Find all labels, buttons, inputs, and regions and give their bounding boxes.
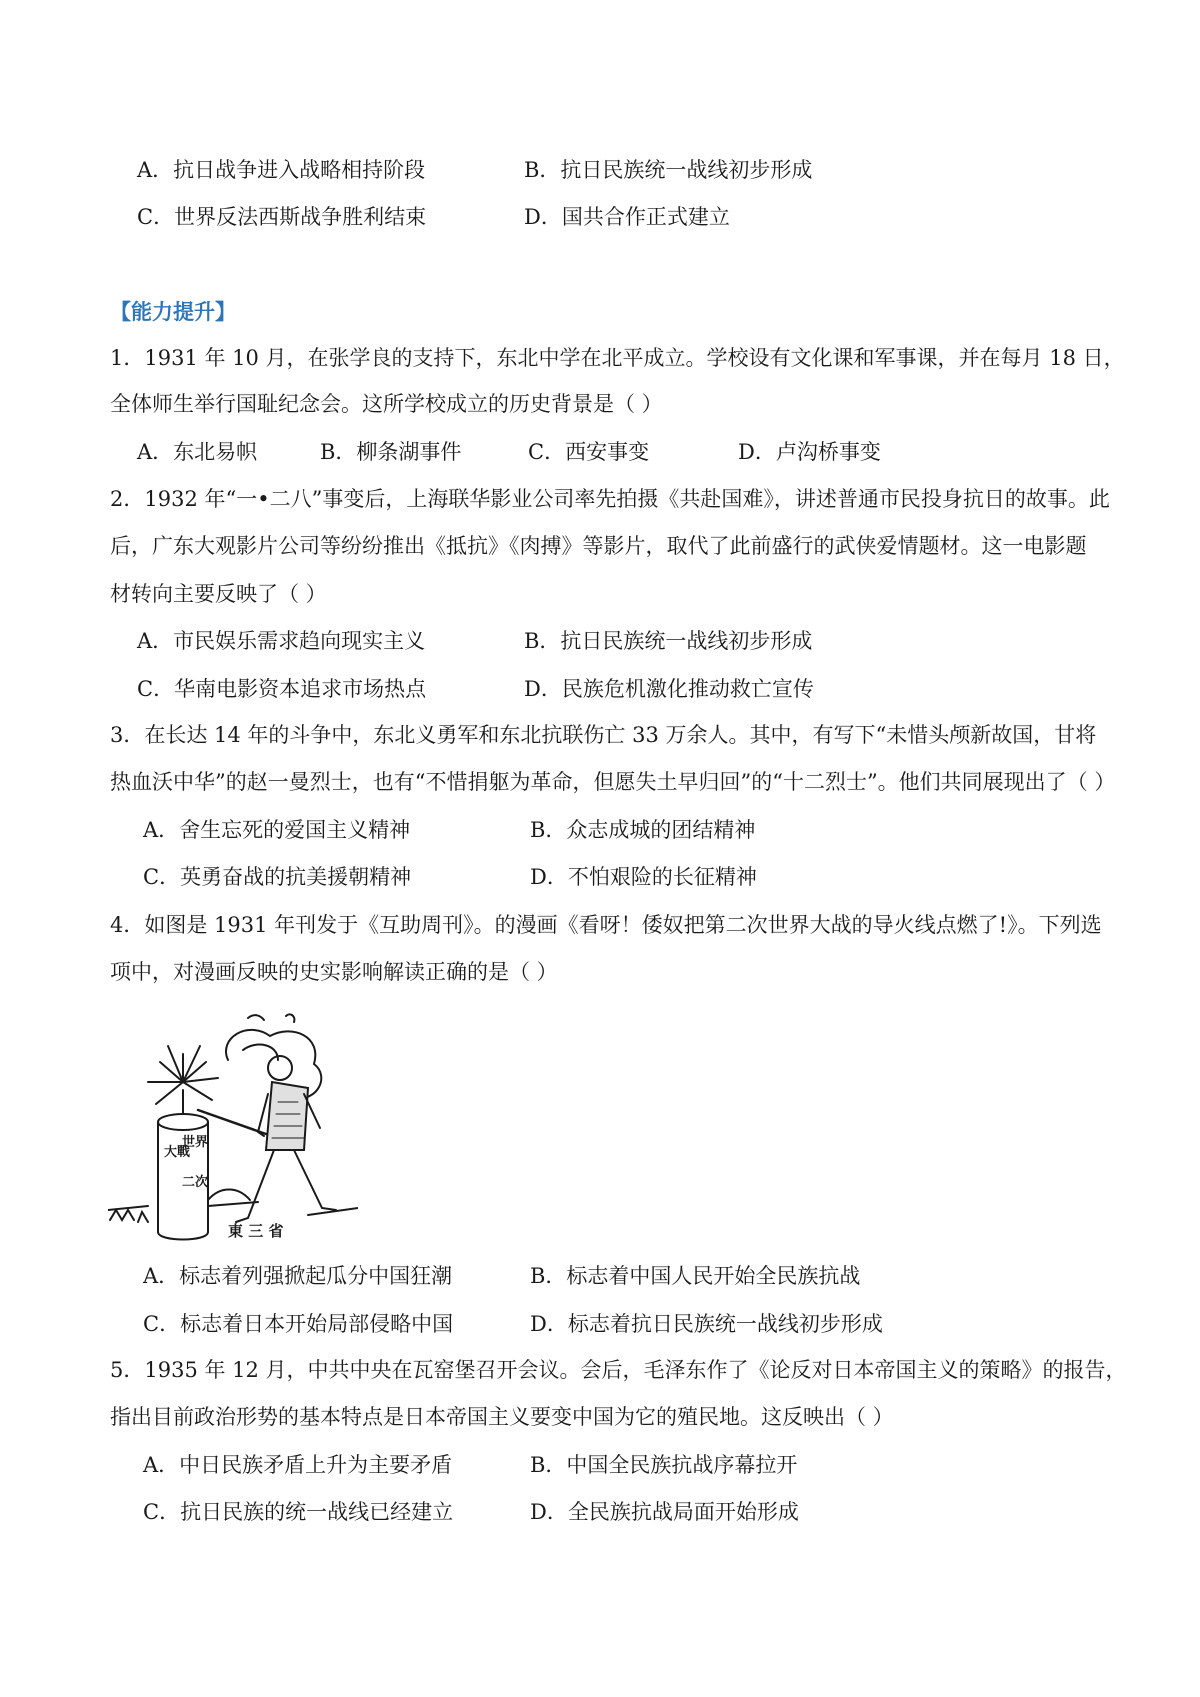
prev-option-a: A．抗日战争进入战略相持阶段: [137, 158, 426, 182]
cartoon-label-shi-jie: 世界: [182, 1135, 209, 1150]
q3-option-a: A．舍生忘死的爱国主义精神: [143, 818, 411, 842]
q2-option-b: B．抗日民族统一战线初步形成: [524, 629, 813, 653]
q2-option-c: C．华南电影资本追求市场热点: [137, 677, 427, 701]
q1-option-c: C．西安事变: [528, 440, 650, 464]
q2-option-a: A．市民娱乐需求趋向现实主义: [137, 629, 426, 653]
q1-option-b: B．柳条湖事件: [320, 440, 462, 464]
q1-option-d: D．卢沟桥事变: [738, 440, 881, 464]
q3-stem-line2: 热血沃中华”的赵一曼烈士，也有“不惜捐躯为革命，但愿失土早归回”的“十二烈士”。他们共同展现出了（ ）: [110, 770, 1116, 794]
q2-stem-line3: 材转向主要反映了（ ）: [110, 582, 327, 606]
q1-option-a: A．东北易帜: [137, 440, 258, 464]
q1-stem-line2: 全体师生举行国耻纪念会。这所学校成立的历史背景是（ ）: [110, 392, 663, 416]
cartoon-label-da-zhan: 大戰: [164, 1145, 191, 1160]
q3-stem-line1: 3．在长达 14 年的斗争中，东北义勇军和东北抗联伤亡 33 万余人。其中，有写下“未惜头颅新故国，甘将: [110, 723, 1097, 747]
q4-stem-line1: 4．如图是 1931 年刊发于《互助周刊》。的漫画《看呀！倭奴把第二次世界大战的导火线点燃了!》。下列选: [110, 913, 1102, 937]
q1-stem-line1: 1．1931 年 10 月，在张学良的支持下，东北中学在北平成立。学校设有文化课和军事课，并在每月 18 日，: [110, 346, 1125, 370]
prev-option-d: D．国共合作正式建立: [524, 205, 730, 229]
prev-option-c: C．世界反法西斯战争胜利结束: [137, 205, 427, 229]
q4-option-a: A．标志着列强掀起瓜分中国狂潮: [143, 1264, 453, 1288]
cartoon-illustration: [108, 1010, 358, 1245]
prev-option-b: B．抗日民族统一战线初步形成: [524, 158, 813, 182]
q5-option-d: D．全民族抗战局面开始形成: [530, 1500, 799, 1524]
section-title: 【能力提升】: [110, 300, 236, 324]
q5-option-c: C．抗日民族的统一战线已经建立: [143, 1500, 454, 1524]
q4-option-c: C．标志着日本开始局部侵略中国: [143, 1312, 454, 1336]
cartoon-label-er-ci: 二次: [182, 1175, 209, 1190]
q4-option-d: D．标志着抗日民族统一战线初步形成: [530, 1312, 883, 1336]
q4-stem-line2: 项中，对漫画反映的史实影响解读正确的是（ ）: [110, 960, 558, 984]
q5-option-a: A．中日民族矛盾上升为主要矛盾: [143, 1453, 453, 1477]
q4-option-b: B．标志着中国人民开始全民族抗战: [530, 1264, 861, 1288]
q3-option-c: C．英勇奋战的抗美援朝精神: [143, 865, 412, 889]
q5-stem-line2: 指出目前政治形势的基本特点是日本帝国主义要变中国为它的殖民地。这反映出（ ）: [110, 1405, 894, 1429]
q5-stem-line1: 5．1935 年 12 月，中共中央在瓦窑堡召开会议。会后，毛泽东作了《论反对日本帝国主义的策略》的报告，: [110, 1358, 1127, 1382]
q5-option-b: B．中国全民族抗战序幕拉开: [530, 1453, 798, 1477]
q2-option-d: D．民族危机激化推动救亡宣传: [524, 677, 814, 701]
q2-stem-line1: 2．1932 年“一•二八”事变后，上海联华影业公司率先拍摄《共赴国难》，讲述普通市民投身抗日的故事。此: [110, 487, 1110, 511]
q3-option-b: B．众志成城的团结精神: [530, 818, 756, 842]
q3-option-d: D．不怕艰险的长征精神: [530, 865, 757, 889]
cartoon-label-dong-san-sheng: 東 三 省: [228, 1222, 284, 1240]
q2-stem-line2: 后，广东大观影片公司等纷纷推出《抵抗》《肉搏》等影片，取代了此前盛行的武侠爱情题材。这一电影题: [110, 534, 1087, 558]
